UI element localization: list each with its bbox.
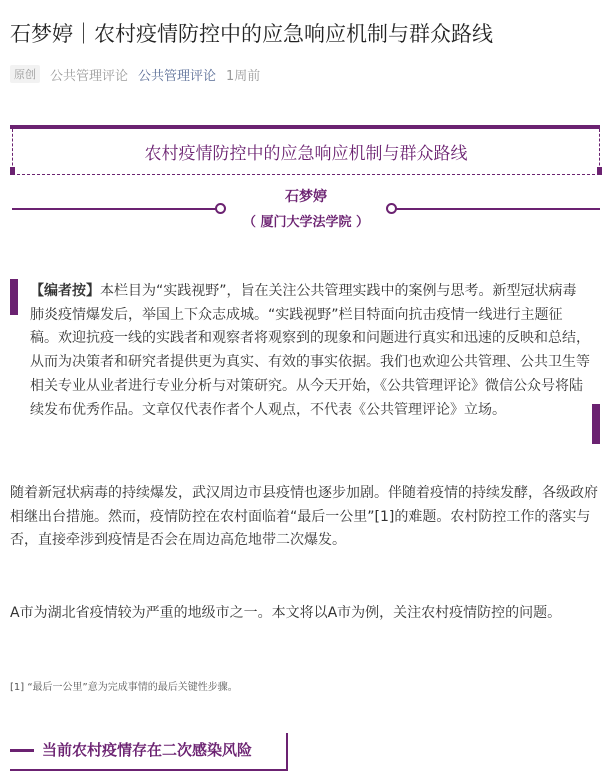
editor-note-text: 本栏目为“实践视野”，旨在关注公共管理实践中的案例与思考。新型冠状病毒肺炎疫情爆发后，举国上下众志成城。“实践视野”栏目特面向抗击疫情一线进行主题征稿。欢迎抗疫一线的实践者和观察者将观察到的现象和问题进行真实和迅速的反映和总结，从而为决策者和研究者提供更为真实、有效的事实依据。我们也欢迎公共管理、公共卫生等相关专业从业者进行专业分析与对策研究。从今天开始，《公共管理评论》微信公众号将陆续发布优秀作品。文章仅代表作者个人观点，不代表《公共管理评论》立场。 bbox=[30, 283, 590, 418]
banner-title: 农村疫情防控中的应急响应机制与群众路线 bbox=[144, 144, 468, 164]
original-badge: 原创 bbox=[10, 65, 40, 83]
section-heading-text: 当前农村疫情存在二次感染风险 bbox=[42, 741, 253, 759]
editor-note-label: 【编者按】 bbox=[30, 283, 100, 299]
byline-rule-right bbox=[395, 208, 600, 210]
article-meta bbox=[10, 64, 260, 84]
body-paragraph-1: 随着新冠状病毒的持续爆发，武汉周边市县疫情也逐步加剧。伴随着疫情的持续发酵，各级政府相继出台措施。然而，疫情防控在农村面临着“最后一公里”[1]的难题。农村防控工作的落实与否，直接牵涉到疫情是否会在周边高危地带二次爆发。 bbox=[10, 485, 598, 549]
section-dash bbox=[10, 749, 34, 752]
banner-corner-left bbox=[10, 167, 15, 175]
body-paragraph-2: A市为湖北省疫情较为严重的地级市之一。本文将以A市为例，关注农村疫情防控的问题。 bbox=[10, 605, 562, 621]
author-name: 石梦婷 bbox=[285, 189, 327, 205]
note-accent-bar-left bbox=[10, 279, 18, 315]
title-banner bbox=[12, 129, 600, 175]
section-heading bbox=[10, 733, 288, 771]
footnote: [1] “最后一公里”意为完成事情的最后关键性步骤。 bbox=[10, 682, 238, 693]
byline-rule-left bbox=[12, 208, 217, 210]
note-accent-bar-right bbox=[592, 404, 600, 444]
banner-corner-right bbox=[597, 167, 602, 175]
account-link[interactable]: 公共管理评论 bbox=[138, 68, 217, 84]
author-institution: （ 厦门大学法学院 ） bbox=[242, 215, 370, 230]
source-name: 公共管理评论 bbox=[50, 68, 129, 84]
publish-time: 1周前 bbox=[226, 68, 261, 84]
article-title: 石梦婷｜农村疫情防控中的应急响应机制与群众路线 bbox=[10, 22, 493, 46]
editor-note bbox=[30, 280, 590, 422]
